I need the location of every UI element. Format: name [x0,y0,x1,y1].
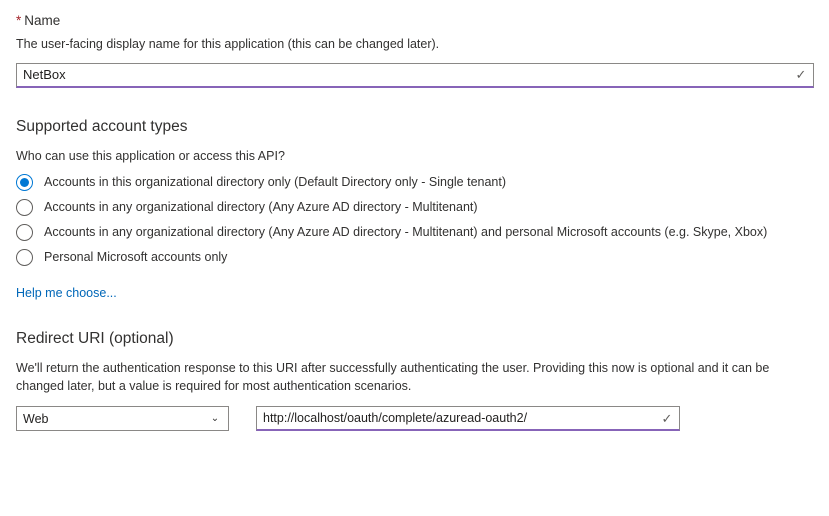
account-types-radio-group[interactable] [16,174,815,266]
radio-label: Accounts in this organizational directory only (Default Directory only - Single tenant) [44,175,507,189]
radio-indicator[interactable] [16,224,33,241]
name-input[interactable] [17,64,789,86]
redirect-uri-row [16,406,815,431]
name-input-wrapper[interactable] [16,63,814,88]
redirect-uri-input[interactable] [257,407,655,429]
required-indicator: * [16,13,22,28]
redirect-uri-description: We'll return the authentication response to this URI after successfully authenticating the user. Providing this now is optional and it can be changed later, but a value is required for most authentication scenarios. [16,361,770,393]
radio-label: Personal Microsoft accounts only [44,250,228,264]
name-label-text: Name [24,13,61,28]
account-types-question: Who can use this application or access this API? [16,148,285,163]
chevron-down-icon: ⌄ [210,412,220,424]
radio-indicator[interactable] [16,249,33,266]
radio-option-multitenant-and-personal[interactable] [16,224,815,241]
radio-indicator[interactable] [16,199,33,216]
name-helper-text: The user-facing display name for this application (this can be changed later). [16,37,440,51]
radio-label: Accounts in any organizational directory (Any Azure AD directory - Multitenant) [44,200,478,214]
name-field-label [16,13,815,28]
redirect-uri-input-wrapper[interactable] [256,406,680,431]
radio-indicator[interactable] [16,174,33,191]
checkmark-icon: ✓ [661,410,673,426]
redirect-uri-heading: Redirect URI (optional) [16,330,174,347]
help-me-choose-link[interactable]: Help me choose... [16,286,117,300]
radio-label: Accounts in any organizational directory (Any Azure AD directory - Multitenant) and personal Microsoft accounts (e.g. Skype, Xbox) [44,225,768,239]
radio-option-multitenant[interactable] [16,199,815,216]
radio-option-personal-only[interactable] [16,249,815,266]
platform-select[interactable] [16,406,229,431]
platform-select-value: Web [23,411,49,426]
checkmark-icon: ✓ [795,67,807,82]
radio-option-single-tenant[interactable] [16,174,815,191]
supported-account-types-heading: Supported account types [16,117,188,135]
